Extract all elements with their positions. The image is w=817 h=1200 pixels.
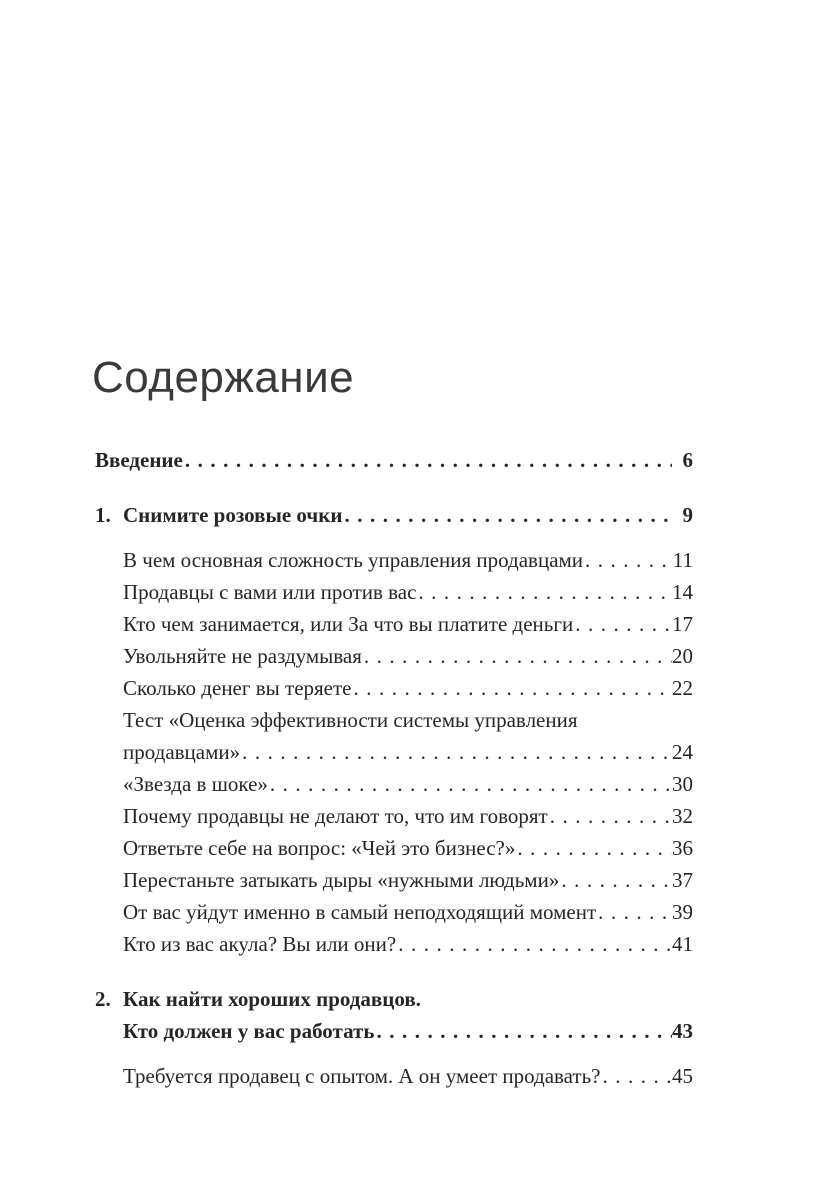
toc-entry	[95, 928, 693, 960]
toc-entry	[95, 544, 693, 576]
toc-page-number: 6	[682, 448, 693, 472]
dot-leader	[240, 736, 672, 768]
dot-leader	[374, 1015, 672, 1047]
toc-page-number: 36	[672, 836, 693, 860]
dot-leader	[601, 1060, 672, 1092]
toc-entry	[95, 640, 693, 672]
toc-page-number: 14	[672, 580, 693, 604]
dot-leader	[559, 864, 672, 896]
toc-entry-label: продавцами»	[123, 740, 241, 764]
toc-row	[95, 864, 693, 896]
toc-page-number: 24	[672, 740, 693, 764]
toc-entry-label: Перестаньте затыкать дыры «нужными людьми»	[123, 868, 560, 892]
toc-entry	[95, 499, 693, 531]
toc-entry	[95, 576, 693, 608]
toc-entry	[95, 444, 693, 476]
toc-row	[95, 832, 693, 864]
toc-page-number: 30	[672, 772, 693, 796]
dot-leader	[396, 928, 672, 960]
toc-page-number: 17	[672, 612, 693, 636]
toc-entry	[95, 672, 693, 704]
toc-entry	[95, 800, 693, 832]
toc-entry	[95, 896, 693, 928]
toc-row	[95, 499, 693, 531]
dot-leader	[515, 832, 672, 864]
toc-list	[95, 444, 693, 1092]
toc-row	[95, 928, 693, 960]
toc-entry-label: «Звезда в шоке»	[123, 772, 268, 796]
toc-entry	[95, 983, 693, 1047]
dot-leader	[583, 544, 672, 576]
dot-leader	[548, 800, 672, 832]
toc-entry-label: Тест «Оценка эффективности системы управления	[123, 708, 578, 732]
dot-leader	[416, 576, 672, 608]
toc-page-number: 32	[672, 804, 693, 828]
toc-entry-label: Снимите розовые очки	[123, 503, 343, 527]
toc-page-number: 39	[672, 900, 693, 924]
toc-entry-label: Ответьте себе на вопрос: «Чей это бизнес?»	[123, 836, 516, 860]
toc-page-number: 9	[682, 503, 693, 527]
toc-entry	[95, 704, 693, 768]
toc-page-number: 11	[672, 548, 693, 572]
toc-entry-label: Продавцы с вами или против вас	[123, 580, 417, 604]
toc-row	[95, 736, 693, 768]
toc-row	[95, 544, 693, 576]
toc-entry	[95, 1060, 693, 1092]
toc-row	[95, 608, 693, 640]
dot-leader	[573, 608, 672, 640]
toc-entry-label: Почему продавцы не делают то, что им говорят	[123, 804, 548, 828]
toc-entry-label: Кто из вас акула? Вы или они?	[123, 932, 397, 956]
toc-row	[95, 1015, 693, 1047]
toc-entry	[95, 768, 693, 800]
toc-entry-label: Сколько денег вы теряете	[123, 676, 352, 700]
toc-entry-label: Увольняйте не раздумывая	[123, 644, 362, 668]
dot-leader	[362, 640, 672, 672]
toc-entry-label: В чем основная сложность управления продавцами	[123, 548, 584, 572]
toc-page-number: 22	[672, 676, 693, 700]
toc-row	[95, 444, 693, 476]
toc-row	[95, 1060, 693, 1092]
dot-leader	[596, 896, 672, 928]
dot-leader	[352, 672, 673, 704]
toc-entry	[95, 608, 693, 640]
dot-leader	[183, 444, 672, 476]
toc-entry	[95, 832, 693, 864]
toc-entry-label: Кто должен у вас работать	[123, 1019, 375, 1043]
toc-entry-label: Введение	[95, 448, 183, 472]
chapter-number: 2.	[95, 987, 111, 1011]
toc-row	[95, 800, 693, 832]
dot-leader	[268, 768, 672, 800]
toc-page-number: 37	[672, 868, 693, 892]
toc-page-number: 45	[672, 1064, 693, 1088]
toc-row	[95, 983, 693, 1015]
chapter-number: 1.	[95, 503, 111, 527]
toc-entry-label: Как найти хороших продавцов.	[123, 987, 421, 1011]
toc-row	[95, 640, 693, 672]
toc-row	[95, 576, 693, 608]
page-title: Содержание	[92, 353, 355, 402]
toc-entry-label: От вас уйдут именно в самый неподходящий момент	[123, 900, 597, 924]
toc-page-number: 41	[672, 932, 693, 956]
toc-entry	[95, 864, 693, 896]
toc-entry-label: Кто чем занимается, или За что вы платите деньги	[123, 612, 574, 636]
toc-row	[95, 672, 693, 704]
toc-row	[95, 704, 693, 736]
toc-page-number: 43	[672, 1019, 693, 1043]
toc-row	[95, 896, 693, 928]
toc-entry-label: Требуется продавец с опытом. А он умеет продавать?	[123, 1064, 601, 1088]
toc-page-number: 20	[672, 644, 693, 668]
dot-leader	[342, 499, 672, 531]
toc-row	[95, 768, 693, 800]
